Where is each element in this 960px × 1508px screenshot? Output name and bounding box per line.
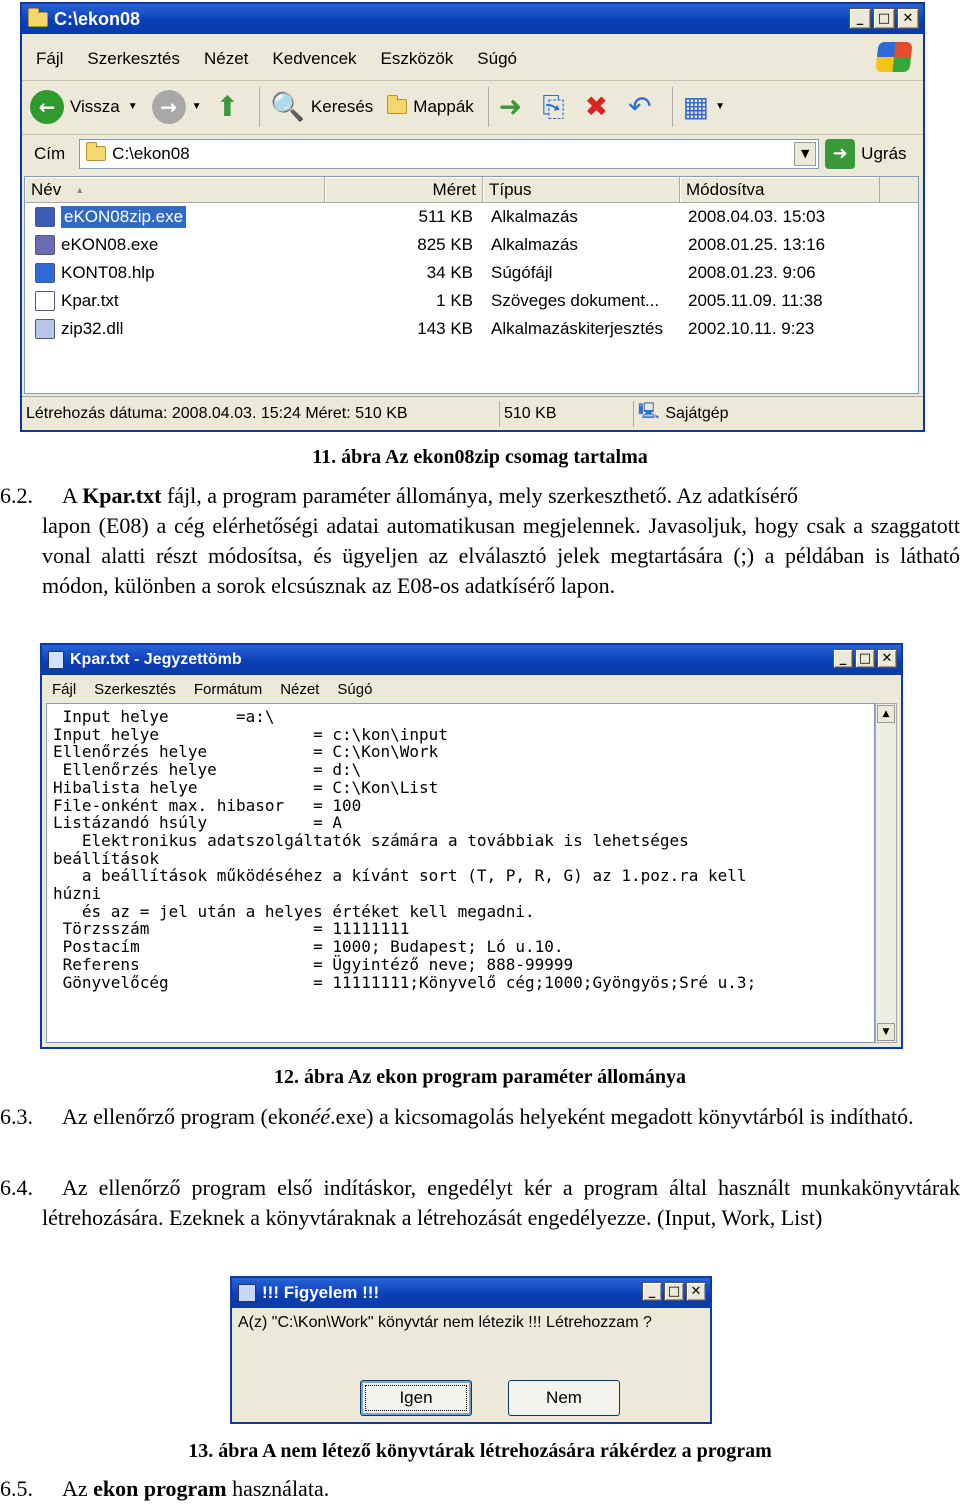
file-name: Kpar.txt <box>61 291 119 310</box>
file-row[interactable] <box>25 259 918 287</box>
section-6-2 <box>0 481 960 601</box>
undo-button[interactable] <box>628 89 657 123</box>
column-type[interactable]: Típus <box>483 177 680 202</box>
notepad-titlebar[interactable] <box>42 645 901 675</box>
chevron-down-icon[interactable]: ▼ <box>127 101 138 112</box>
close-button[interactable]: ✕ <box>686 1282 706 1301</box>
status-zone-label: Sajátgép <box>665 404 729 422</box>
undo-icon: ↶ <box>628 89 652 123</box>
file-name: eKON08.exe <box>61 235 159 254</box>
maximize-button[interactable]: □ <box>855 649 875 668</box>
scroll-down-icon[interactable]: ▼ <box>877 1023 895 1041</box>
file-name-cell <box>25 291 325 311</box>
text-fragment: .exe) a kicsomagolás helyeként megadott könyvtárból is indítható. <box>330 1104 914 1129</box>
vertical-scrollbar[interactable] <box>875 703 897 1043</box>
file-size: 34 KB <box>426 263 473 282</box>
file-row[interactable] <box>25 203 918 231</box>
file-icon <box>35 291 55 311</box>
column-name[interactable] <box>25 177 325 202</box>
notepad-title: Kpar.txt - Jegyzettömb <box>70 651 242 668</box>
views-icon: ▦ <box>682 89 710 123</box>
menu-view[interactable]: Nézet <box>204 49 249 68</box>
dialog-titlebar[interactable] <box>232 1278 710 1308</box>
address-bar <box>22 134 923 172</box>
section-number: 6.3. <box>0 1104 33 1129</box>
file-size: 143 KB <box>417 319 473 338</box>
close-button[interactable]: ✕ <box>897 8 919 29</box>
toolbar-separator <box>488 87 489 127</box>
warning-dialog <box>230 1276 712 1424</box>
folders-button[interactable] <box>387 97 473 117</box>
address-label: Cím <box>34 143 66 163</box>
copy-to-button[interactable] <box>542 89 570 123</box>
file-type: Alkalmazáskiterjesztés <box>491 319 663 338</box>
chevron-down-icon[interactable]: ▼ <box>715 101 725 112</box>
file-type: Alkalmazás <box>491 207 578 226</box>
file-name-cell <box>25 263 325 283</box>
toolbar-separator <box>259 87 260 127</box>
column-size[interactable]: Méret <box>325 177 483 202</box>
file-list <box>24 176 919 394</box>
file-modified: 2005.11.09. 11:38 <box>688 291 823 310</box>
menu-edit[interactable]: Szerkesztés <box>87 49 180 68</box>
explorer-titlebar[interactable] <box>22 4 923 34</box>
forward-button[interactable] <box>152 90 202 124</box>
app-icon <box>238 1284 256 1302</box>
forward-arrow-icon: → <box>152 90 186 124</box>
file-rows <box>25 203 918 343</box>
text-italic: éé <box>310 1104 331 1129</box>
explorer-menubar <box>22 42 923 76</box>
back-arrow-icon: ← <box>30 90 64 124</box>
menu-file[interactable]: Fájl <box>52 680 77 698</box>
section-6-2-body: lapon (E08) a cég elérhetőségi adatai automatikusan megjelennek. Javasoljuk, hogy csak a szaggatott vonal alatti részt módosítsa, és ügyeljen az elválasztó jelek megtartására (;) a példában is látható módon, különben a sorok elcsúsznak az E08-os adatkísérő lapon. <box>42 513 960 598</box>
text-bold: ekon program <box>93 1476 227 1501</box>
text-fragment: fájl, a program paraméter állománya, mely szerkeszthető. Az adatkísérő <box>161 483 798 508</box>
delete-icon: ✖ <box>584 89 609 123</box>
dialog-title: !!! Figyelem !!! <box>262 1283 380 1302</box>
computer-icon: 🖳 <box>638 401 660 420</box>
views-button[interactable] <box>682 89 725 123</box>
windows-logo-icon <box>875 42 912 72</box>
up-folder-button[interactable] <box>215 89 245 123</box>
file-row[interactable] <box>25 315 918 343</box>
file-row[interactable] <box>25 231 918 259</box>
go-button[interactable] <box>825 139 906 169</box>
section-6-3 <box>0 1102 960 1132</box>
minimize-button[interactable]: _ <box>833 649 853 668</box>
address-input[interactable] <box>79 139 819 169</box>
file-name: eKON08zip.exe <box>61 206 186 228</box>
minimize-button[interactable]: _ <box>642 1282 662 1301</box>
up-folder-icon: ⬆ <box>215 89 240 123</box>
address-dropdown-icon[interactable]: ▼ <box>794 142 816 166</box>
maximize-button[interactable]: □ <box>873 8 895 29</box>
file-size: 1 KB <box>436 291 473 310</box>
status-zone <box>634 401 894 427</box>
copy-to-icon: ⎘ <box>542 89 565 123</box>
section-6-5 <box>0 1474 960 1504</box>
folders-label: Mappák <box>413 96 474 116</box>
address-value: C:\ekon08 <box>112 143 190 163</box>
dialog-message: A(z) "C:\Kon\Work" könyvtár nem létezik !!! Létrehozzam ? <box>238 1314 652 1331</box>
file-name-cell <box>25 206 325 228</box>
search-icon: 🔍 <box>270 89 305 123</box>
delete-button[interactable] <box>584 89 614 123</box>
explorer-window <box>20 2 925 432</box>
menu-help[interactable]: Súgó <box>477 49 517 68</box>
notepad-icon <box>48 651 64 669</box>
file-type: Súgófájl <box>491 263 553 282</box>
file-name: zip32.dll <box>61 319 124 338</box>
notepad-menubar <box>42 675 901 703</box>
status-info: Létrehozás dátuma: 2008.04.03. 15:24 Méret: 510 KB <box>22 401 500 427</box>
menu-view[interactable]: Nézet <box>280 680 320 698</box>
explorer-toolbar <box>22 80 923 132</box>
menu-favorites[interactable]: Kedvencek <box>272 49 357 68</box>
folder-icon <box>86 146 106 161</box>
section-number: 6.5. <box>0 1476 33 1501</box>
sort-ascending-icon: ▲ <box>75 184 85 195</box>
section-6-2-line1 <box>62 481 960 511</box>
filename-bold: Kpar.txt <box>82 483 162 508</box>
go-label: Ugrás <box>861 143 907 163</box>
status-size: 510 KB <box>500 401 634 427</box>
figure-12-caption: 12. ábra Az ekon program paraméter állománya <box>273 1066 686 1088</box>
file-list-header <box>25 177 918 203</box>
text-fragment: Az <box>62 1476 94 1501</box>
file-row[interactable] <box>25 287 918 315</box>
file-size: 825 KB <box>417 235 473 254</box>
file-modified: 2002.10.11. 9:23 <box>688 319 815 338</box>
menu-tools[interactable]: Eszközök <box>380 49 454 68</box>
file-icon <box>35 263 55 283</box>
text-fragment: használata. <box>226 1476 330 1501</box>
explorer-title: C:\ekon08 <box>54 8 141 29</box>
minimize-button[interactable]: _ <box>849 8 871 29</box>
folder-icon <box>28 12 48 27</box>
file-modified: 2008.04.03. 15:03 <box>688 207 826 226</box>
section-6-4-text: Az ellenőrző program első indításkor, engedélyt kér a program által használt munkakönyvtárak létrehozására. Ezeknek a könyvtáraknak a létrehozását engedélyezze. (Input, Work, List) <box>42 1175 960 1230</box>
notepad-text-area[interactable]: Input helye =a:\ Input helye = c:\kon\input Ellenőrzés helye = C:\Kon\Work Ellenőrzés helye = d:\ Hibalista helye = C:\Kon\List File-onként max. hibasor = 100 Listázandó hsúly = A Elektronikus adatszolgáltatók számára a továbbiak is lehetséges beállítások a beállítások működéséhez a kívánt sort (T, P, R, G) az 1.poz.ra kell húzni és az = jel után a helyes értéket kell megadni. Törzsszám = 11111111 Postacím = 1000; Budapest; Ló u.10. Referens = Ügyintéző neve; 888-99999 Gönyvelőcég = 11111111;Könyvelő cég;1000;Gyöngyös;Sré u.3; <box>46 703 875 1043</box>
file-icon <box>35 207 55 227</box>
file-type: Szöveges dokument... <box>491 291 660 310</box>
menu-format[interactable]: Formátum <box>193 680 263 698</box>
figure-13-caption: 13. ábra A nem létező könyvtárak létrehozására rákérdez a program <box>188 1440 772 1462</box>
file-size: 511 KB <box>418 207 473 226</box>
go-arrow-icon: ➜ <box>825 139 855 169</box>
file-modified: 2008.01.23. 9:06 <box>688 263 816 282</box>
section-number: 6.2. <box>0 483 33 508</box>
text-fragment: A <box>62 483 83 508</box>
text-fragment: Az ellenőrző program (ekon <box>62 1104 311 1129</box>
figure-11-caption: 11. ábra Az ekon08zip csomag tartalma <box>312 446 648 468</box>
scroll-up-icon[interactable]: ▲ <box>877 705 895 723</box>
section-6-5-text <box>62 1476 329 1501</box>
toolbar-separator <box>672 87 673 127</box>
column-modified[interactable]: Módosítva <box>680 177 880 202</box>
file-icon <box>35 319 55 339</box>
status-bar <box>22 396 923 430</box>
file-name: KONT08.hlp <box>61 263 155 282</box>
file-type: Alkalmazás <box>491 235 578 254</box>
folders-icon <box>387 99 407 114</box>
menu-edit[interactable]: Szerkesztés <box>94 680 176 698</box>
file-modified: 2008.01.25. 13:16 <box>688 235 826 254</box>
section-number: 6.4. <box>0 1175 33 1200</box>
back-button[interactable] <box>30 90 138 124</box>
move-to-button[interactable] <box>498 89 528 123</box>
menu-help[interactable]: Súgó <box>337 680 373 698</box>
file-name-cell <box>25 319 325 339</box>
search-button[interactable] <box>270 89 374 123</box>
maximize-button[interactable]: □ <box>664 1282 684 1301</box>
no-button[interactable]: Nem <box>508 1380 620 1416</box>
search-label: Keresés <box>310 96 374 116</box>
section-6-3-text <box>62 1104 914 1129</box>
column-name-label: Név <box>31 179 62 199</box>
menu-file[interactable]: Fájl <box>36 49 64 68</box>
yes-button[interactable]: Igen <box>360 1380 472 1416</box>
notepad-window <box>40 643 903 1049</box>
close-button[interactable]: ✕ <box>877 649 897 668</box>
chevron-down-icon[interactable]: ▼ <box>191 101 202 112</box>
move-to-icon: ➜ <box>498 89 523 123</box>
file-name-cell <box>25 235 325 255</box>
file-icon <box>35 235 55 255</box>
section-6-4 <box>0 1173 960 1233</box>
back-label: Vissza <box>70 96 120 116</box>
